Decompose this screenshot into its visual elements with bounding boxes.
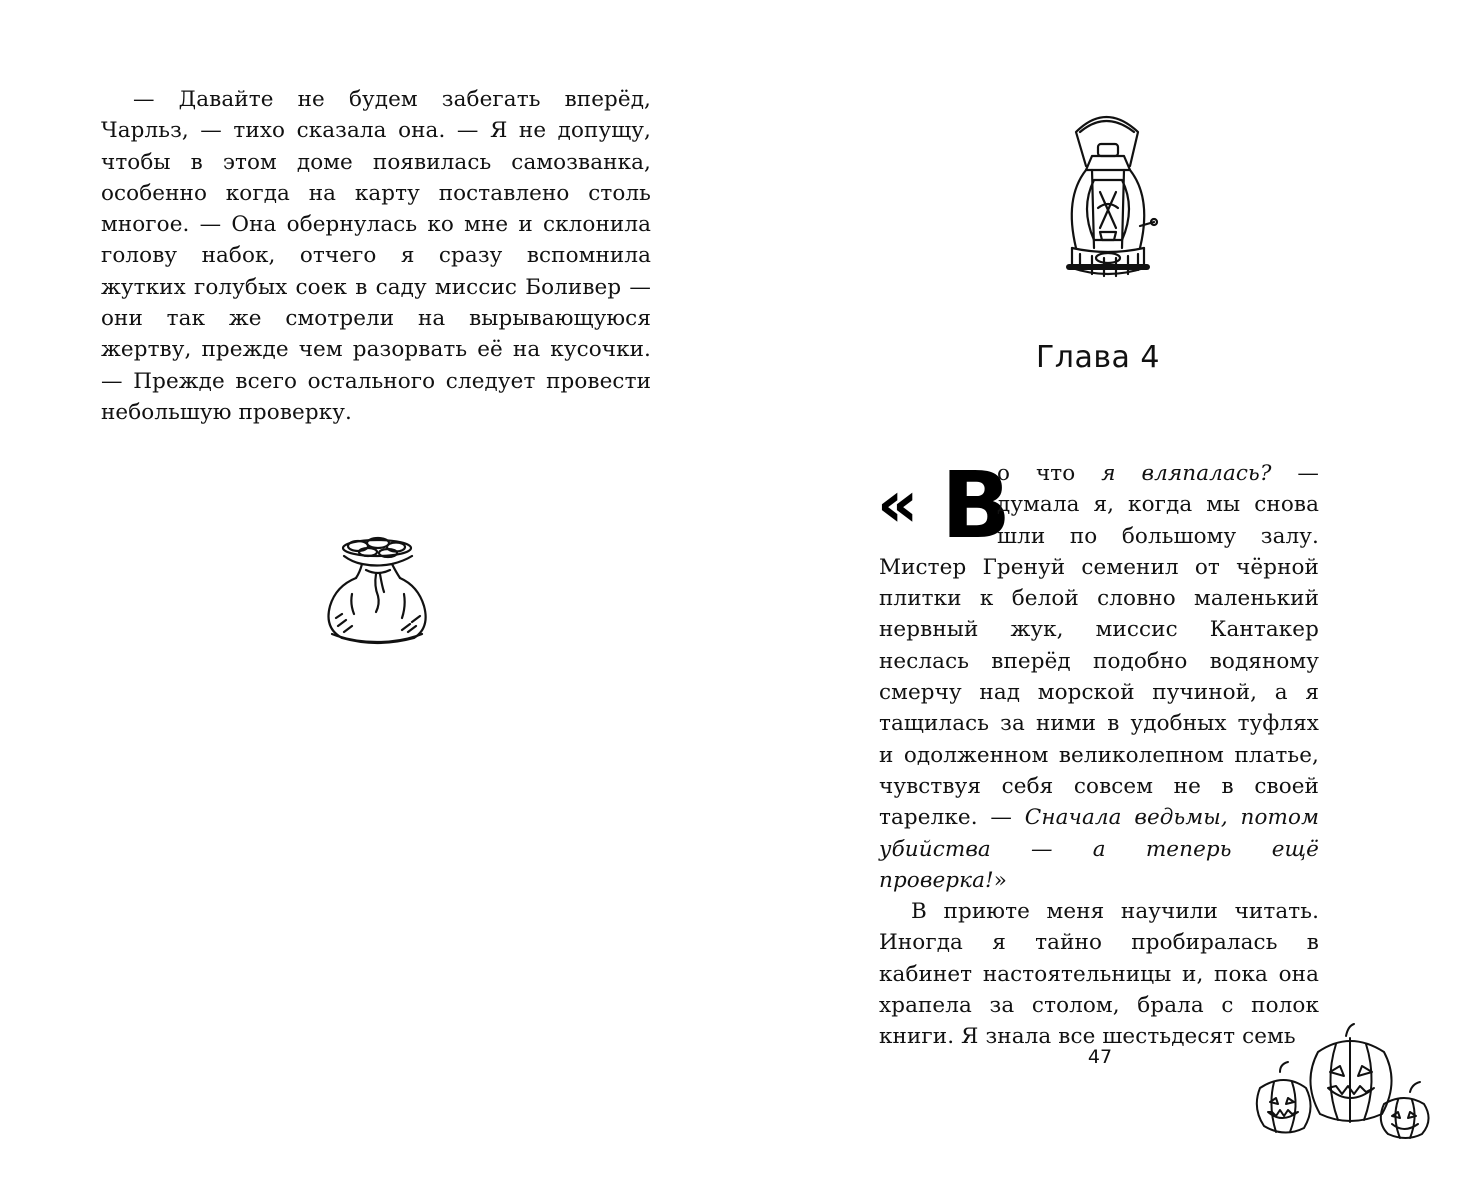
left-paragraph-1: — Давайте не будем забегать вперёд, Чарльз, — тихо сказала она. — Я не допущу, чтобы в этом доме появилась самозванка, особенно когда на карту поставлено столь многое. — Она обернулась ко мне и склонила голову набок, отчего я сразу вспомнила жутких голубых соек в саду миссис Боливер — они так же смотрели на вырывающуюся жертву, прежде чем разорвать её на кусочки. — Прежде всего остального следует провести небольшую проверку. — [101, 87, 651, 425]
chapter-title: Глава 4 — [1035, 340, 1161, 375]
drop-cap-letter: В — [941, 452, 1012, 559]
right-page — [738, 0, 1477, 1182]
paragraph-1-italic-1: я вляпалась? — [1101, 461, 1272, 486]
left-page — [0, 0, 738, 1182]
lantern-icon — [1056, 108, 1160, 284]
paragraph-1-part-1: о что — [997, 461, 1102, 486]
drop-cap-spacer — [879, 458, 997, 550]
coin-bag-icon — [322, 534, 432, 648]
paragraph-1-closing-quote: » — [993, 867, 1008, 893]
right-page-text — [879, 452, 1319, 1053]
paragraph-1-part-3: — думала я, когда мы снова шли по большому залу. Мистер Гренуй семенил от чёрной плитки к белой словно маленький нервный жук, миссис Кантакер неслась вперёд подобно водяному смерчу над морской пучиной, а я тащилась за ними в удобных туфлях и одолженном великолепном платье, чувствуя себя совсем не в своей тарелке. — — [879, 461, 1319, 831]
right-paragraph-2: В приюте меня научили читать. Иногда я тайно пробиралась в кабинет настоятельницы и, пока она храпела за столом, брала с полок книги. Я знала все шестьдесят семь — [879, 899, 1319, 1050]
pumpkins-icon — [1250, 1022, 1436, 1140]
drop-cap-quote: « — [877, 468, 919, 542]
paragraph-1-italic-2: Сначала ведьмы, потом убийства — а теперь ещё проверка! — [879, 805, 1319, 893]
left-page-text — [101, 84, 651, 428]
page-number: 47 — [1087, 1046, 1113, 1068]
